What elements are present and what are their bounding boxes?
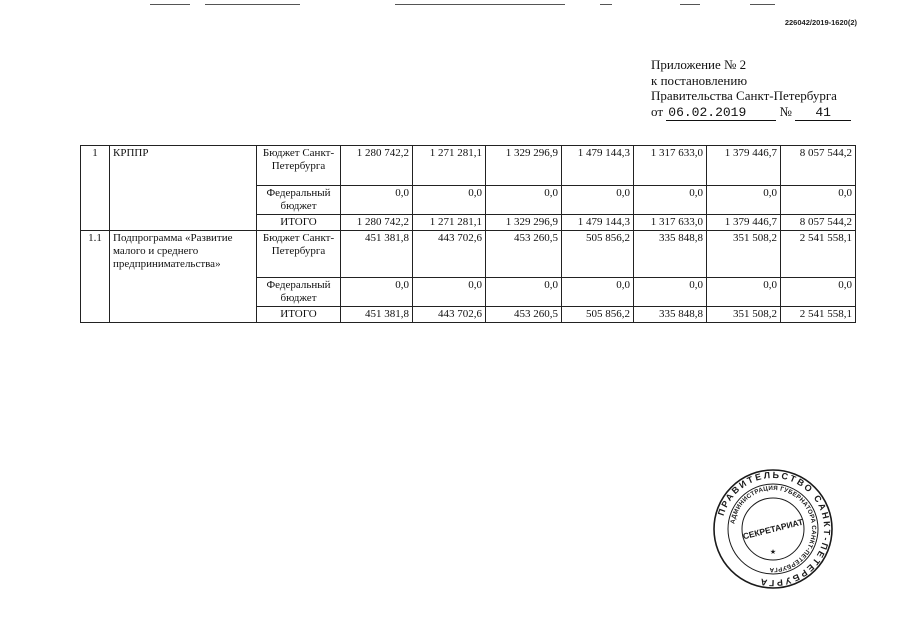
scan-artifact-line [680, 4, 700, 5]
year-value-cell: 0,0 [486, 186, 562, 215]
stamp-star-icon: ★ [769, 548, 777, 556]
appendix-authority: Правительства Санкт-Петербурга [651, 88, 837, 103]
year-value-cell: 1 379 446,7 [707, 215, 781, 231]
date-prefix: от [651, 103, 664, 119]
table-row [81, 231, 856, 278]
year-value-cell: 0,0 [707, 278, 781, 307]
appendix-subtitle: к постановлению [651, 72, 748, 88]
year-value-cell: 1 479 144,3 [562, 215, 634, 231]
budget-table [80, 145, 856, 323]
appendix-block [651, 57, 851, 121]
appendix-title: Приложение № 2 [651, 57, 747, 72]
total-value-cell: 8 057 544,2 [781, 215, 856, 231]
appendix-date-line [651, 104, 851, 121]
program-name: КРППР [110, 146, 257, 231]
year-value-cell: 451 381,8 [341, 307, 413, 323]
scan-artifact-line [395, 4, 565, 5]
year-value-cell: 335 848,8 [634, 231, 707, 278]
year-value-cell: 1 379 446,7 [707, 146, 781, 186]
year-value-cell: 443 702,6 [413, 231, 486, 278]
funding-source: Федеральный бюджет [257, 186, 341, 215]
year-value-cell: 0,0 [562, 186, 634, 215]
number-prefix: № [779, 103, 792, 119]
year-value-cell: 453 260,5 [486, 231, 562, 278]
year-value-cell: 351 508,2 [707, 307, 781, 323]
scan-artifact-line [750, 4, 775, 5]
funding-source: Бюджет Санкт-Петербурга [257, 146, 341, 186]
scan-artifact-line [150, 4, 190, 5]
secretariat-stamp [712, 468, 834, 590]
total-value-cell: 2 541 558,1 [781, 231, 856, 278]
year-value-cell: 0,0 [562, 278, 634, 307]
stamp-inner-text: АДМИНИСТРАЦИЯ ГУБЕРНАТОРА САНКТ-ПЕТЕРБУРГА [729, 484, 818, 574]
funding-source: ИТОГО [257, 215, 341, 231]
document-number: 226042/2019-1620(2) [784, 18, 857, 27]
year-value-cell: 1 280 742,2 [341, 146, 413, 186]
year-value-cell: 505 856,2 [562, 231, 634, 278]
year-value-cell: 451 381,8 [341, 231, 413, 278]
year-value-cell: 0,0 [707, 186, 781, 215]
table-row [81, 146, 856, 186]
year-value-cell: 0,0 [341, 186, 413, 215]
year-value-cell: 0,0 [486, 278, 562, 307]
scan-artifact-line [600, 4, 612, 5]
row-index: 1 [81, 146, 110, 231]
number-value: 41 [795, 106, 851, 121]
scan-artifact-line [205, 4, 300, 5]
year-value-cell: 443 702,6 [413, 307, 486, 323]
funding-source: Федеральный бюджет [257, 278, 341, 307]
year-value-cell: 351 508,2 [707, 231, 781, 278]
funding-source: ИТОГО [257, 307, 341, 323]
total-value-cell: 0,0 [781, 186, 856, 215]
year-value-cell: 1 271 281,1 [413, 146, 486, 186]
stamp-center-text: СЕКРЕТАРИАТ [741, 516, 805, 542]
budget-table-body [81, 146, 856, 323]
row-index: 1.1 [81, 231, 110, 323]
year-value-cell: 0,0 [341, 278, 413, 307]
year-value-cell: 453 260,5 [486, 307, 562, 323]
year-value-cell: 1 271 281,1 [413, 215, 486, 231]
year-value-cell: 0,0 [634, 186, 707, 215]
year-value-cell: 1 479 144,3 [562, 146, 634, 186]
year-value-cell: 335 848,8 [634, 307, 707, 323]
year-value-cell: 1 329 296,9 [486, 215, 562, 231]
funding-source: Бюджет Санкт-Петербурга [257, 231, 341, 278]
year-value-cell: 1 317 633,0 [634, 146, 707, 186]
total-value-cell: 2 541 558,1 [781, 307, 856, 323]
year-value-cell: 1 317 633,0 [634, 215, 707, 231]
year-value-cell: 0,0 [634, 278, 707, 307]
stamp-outer-text: ПРАВИТЕЛЬСТВО САНКТ-ПЕТЕРБУРГА [715, 469, 833, 589]
year-value-cell: 1 329 296,9 [486, 146, 562, 186]
total-value-cell: 0,0 [781, 278, 856, 307]
year-value-cell: 1 280 742,2 [341, 215, 413, 231]
program-name: Подпрограмма «Развитие малого и среднего предпринимательства» [110, 231, 257, 323]
year-value-cell: 0,0 [413, 278, 486, 307]
year-value-cell: 505 856,2 [562, 307, 634, 323]
year-value-cell: 0,0 [413, 186, 486, 215]
date-value: 06.02.2019 [666, 106, 776, 121]
total-value-cell: 8 057 544,2 [781, 146, 856, 186]
